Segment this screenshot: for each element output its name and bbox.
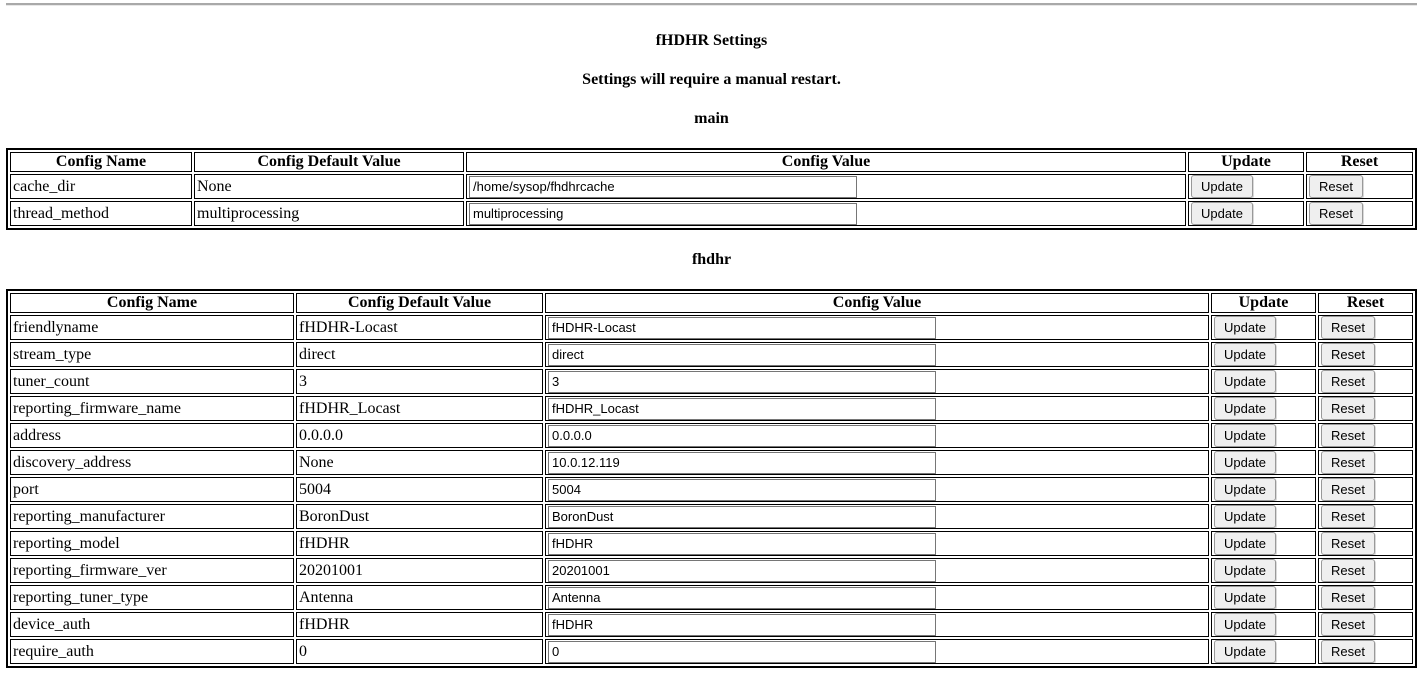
page-title: fHDHR Settings xyxy=(655,32,768,49)
config-row xyxy=(10,612,1413,637)
reset-button[interactable]: Reset xyxy=(1321,559,1375,582)
update-button[interactable]: Update xyxy=(1214,424,1276,447)
config-value-input[interactable] xyxy=(548,425,936,447)
config-default-cell: fHDHR xyxy=(296,531,543,556)
config-name-cell: reporting_manufacturer xyxy=(10,504,294,529)
config-default-cell: direct xyxy=(296,342,543,367)
config-row xyxy=(10,174,1413,199)
reset-button[interactable]: Reset xyxy=(1321,343,1375,366)
config-default-cell: 5004 xyxy=(296,477,543,502)
config-default-cell: fHDHR-Locast xyxy=(296,315,543,340)
reset-button[interactable]: Reset xyxy=(1321,505,1375,528)
config-value-input[interactable] xyxy=(548,506,936,528)
config-default-cell: None xyxy=(194,174,464,199)
column-header-config-value: Config Value xyxy=(545,293,1209,313)
column-header-config-value: Config Value xyxy=(466,152,1186,172)
restart-notice: Settings will require a manual restart. xyxy=(582,71,841,88)
reset-button[interactable]: Reset xyxy=(1309,175,1363,198)
update-button[interactable]: Update xyxy=(1214,559,1276,582)
config-value-input[interactable] xyxy=(469,203,857,225)
config-row xyxy=(10,639,1413,664)
config-row xyxy=(10,423,1413,448)
config-name-cell: thread_method xyxy=(10,201,192,226)
config-default-cell: 3 xyxy=(296,369,543,394)
config-value-input[interactable] xyxy=(548,614,936,636)
column-header-reset: Reset xyxy=(1306,152,1413,172)
column-header-config-name: Config Name xyxy=(10,293,294,313)
update-button[interactable]: Update xyxy=(1214,613,1276,636)
config-name-cell: device_auth xyxy=(10,612,294,637)
config-value-input[interactable] xyxy=(548,560,936,582)
update-button[interactable]: Update xyxy=(1214,478,1276,501)
config-value-input[interactable] xyxy=(548,641,936,663)
config-name-cell: friendlyname xyxy=(10,315,294,340)
reset-button[interactable]: Reset xyxy=(1321,613,1375,636)
config-default-cell: 20201001 xyxy=(296,558,543,583)
config-default-cell: fHDHR_Locast xyxy=(296,396,543,421)
config-row xyxy=(10,342,1413,367)
config-value-input[interactable] xyxy=(548,344,936,366)
column-header-update: Update xyxy=(1211,293,1316,313)
config-row xyxy=(10,450,1413,475)
column-header-reset: Reset xyxy=(1318,293,1413,313)
table-header-row xyxy=(10,293,1413,313)
config-value-input[interactable] xyxy=(548,533,936,555)
config-value-input[interactable] xyxy=(548,587,936,609)
update-button[interactable]: Update xyxy=(1214,586,1276,609)
config-name-cell: require_auth xyxy=(10,639,294,664)
config-row xyxy=(10,315,1413,340)
config-name-cell: cache_dir xyxy=(10,174,192,199)
config-row xyxy=(10,201,1413,226)
column-header-default-value: Config Default Value xyxy=(296,293,543,313)
reset-button[interactable]: Reset xyxy=(1321,451,1375,474)
reset-button[interactable]: Reset xyxy=(1321,424,1375,447)
config-value-input[interactable] xyxy=(548,317,936,339)
config-row xyxy=(10,504,1413,529)
config-name-cell: reporting_firmware_ver xyxy=(10,558,294,583)
update-button[interactable]: Update xyxy=(1214,370,1276,393)
update-button[interactable]: Update xyxy=(1191,202,1253,225)
config-name-cell: address xyxy=(10,423,294,448)
config-name-cell: port xyxy=(10,477,294,502)
table-body xyxy=(10,315,1413,664)
reset-button[interactable]: Reset xyxy=(1321,586,1375,609)
update-button[interactable]: Update xyxy=(1214,397,1276,420)
reset-button[interactable]: Reset xyxy=(1321,532,1375,555)
config-name-cell: reporting_model xyxy=(10,531,294,556)
reset-button[interactable]: Reset xyxy=(1321,478,1375,501)
table-body xyxy=(10,174,1413,226)
update-button[interactable]: Update xyxy=(1214,532,1276,555)
config-name-cell: discovery_address xyxy=(10,450,294,475)
config-row xyxy=(10,531,1413,556)
update-button[interactable]: Update xyxy=(1214,640,1276,663)
config-value-input[interactable] xyxy=(469,176,857,198)
update-button[interactable]: Update xyxy=(1214,451,1276,474)
config-name-cell: tuner_count xyxy=(10,369,294,394)
config-value-input[interactable] xyxy=(548,398,936,420)
config-default-cell: multiprocessing xyxy=(194,201,464,226)
table-header-row xyxy=(10,152,1413,172)
update-button[interactable]: Update xyxy=(1191,175,1253,198)
config-row xyxy=(10,396,1413,421)
config-name-cell: reporting_firmware_name xyxy=(10,396,294,421)
config-default-cell: fHDHR xyxy=(296,612,543,637)
config-table xyxy=(6,289,1417,668)
settings-sections xyxy=(6,110,1417,668)
reset-button[interactable]: Reset xyxy=(1321,316,1375,339)
reset-button[interactable]: Reset xyxy=(1321,370,1375,393)
update-button[interactable]: Update xyxy=(1214,343,1276,366)
config-default-cell: Antenna xyxy=(296,585,543,610)
column-header-default-value: Config Default Value xyxy=(194,152,464,172)
config-row xyxy=(10,558,1413,583)
column-header-update: Update xyxy=(1188,152,1304,172)
update-button[interactable]: Update xyxy=(1214,505,1276,528)
config-default-cell: BoronDust xyxy=(296,504,543,529)
update-button[interactable]: Update xyxy=(1214,316,1276,339)
config-row xyxy=(10,477,1413,502)
section-title: fhdhr xyxy=(691,251,732,268)
reset-button[interactable]: Reset xyxy=(1309,202,1363,225)
section-title: main xyxy=(694,110,729,127)
config-row xyxy=(10,585,1413,610)
config-name-cell: reporting_tuner_type xyxy=(10,585,294,610)
column-header-config-name: Config Name xyxy=(10,152,192,172)
config-default-cell: 0.0.0.0 xyxy=(296,423,543,448)
config-default-cell: None xyxy=(296,450,543,475)
config-value-input[interactable] xyxy=(548,479,936,501)
top-divider xyxy=(6,3,1417,6)
reset-button[interactable]: Reset xyxy=(1321,397,1375,420)
config-name-cell: stream_type xyxy=(10,342,294,367)
reset-button[interactable]: Reset xyxy=(1321,640,1375,663)
config-value-input[interactable] xyxy=(548,371,936,393)
config-value-input[interactable] xyxy=(548,452,936,474)
config-table xyxy=(6,148,1417,230)
config-row xyxy=(10,369,1413,394)
config-default-cell: 0 xyxy=(296,639,543,664)
